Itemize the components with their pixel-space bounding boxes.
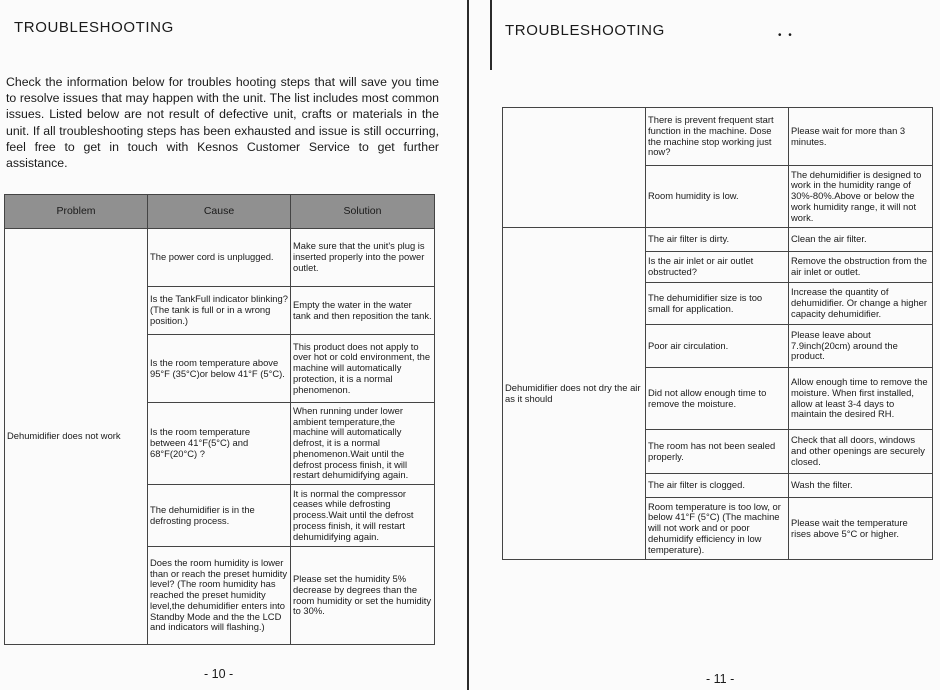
cause-cell: The dehumidifier size is too small for application. <box>646 283 789 325</box>
solution-cell: This product does not apply to over hot or cold environment, the machine will automatically protection, it is a normal phenomenon. <box>291 335 435 403</box>
header-cause: Cause <box>148 195 291 229</box>
cause-cell: Poor air circulation. <box>646 325 789 368</box>
page-title: TROUBLESHOOTING <box>505 22 665 39</box>
solution-cell: Allow enough time to remove the moisture. When first installed, allow at least 3-4 days to maintain the desired RH. <box>789 368 933 430</box>
page-title: TROUBLESHOOTING <box>14 19 174 36</box>
page-number: - 11 - <box>706 672 735 686</box>
solution-cell: Please wait the temperature rises above 5°C or higher. <box>789 498 933 560</box>
solution-cell: Empty the water in the water tank and then reposition the tank. <box>291 287 435 335</box>
solution-cell: Please leave about 7.9inch(20cm) around the product. <box>789 325 933 368</box>
troubleshooting-table-right <box>502 107 933 560</box>
cause-cell: The air filter is clogged. <box>646 474 789 498</box>
table-row <box>503 108 933 166</box>
troubleshooting-table-left <box>4 194 435 645</box>
header-problem: Problem <box>5 195 148 229</box>
solution-cell: Remove the obstruction from the air inlet or outlet. <box>789 252 933 283</box>
table-row <box>503 228 933 252</box>
solution-cell: Wash the filter. <box>789 474 933 498</box>
solution-cell: Make sure that the unit's plug is inserted properly into the power outlet. <box>291 229 435 287</box>
cause-cell: Is the room temperature above 95°F (35°C)or below 41°F (5°C). <box>148 335 291 403</box>
solution-cell: Please set the humidity 5% decrease by degrees than the room humidity or set the humidity to 30%. <box>291 547 435 645</box>
print-marks: • • <box>778 30 794 41</box>
cause-cell: Does the room humidity is lower than or reach the preset humidity level? (The room humidity has reached the preset humidity level,the dehumidifier enters into Standby Mode and the the LCD and indicators will flashing.) <box>148 547 291 645</box>
page-number: - 10 - <box>204 667 234 681</box>
table-row <box>5 229 435 287</box>
solution-cell: It is normal the compressor ceases while defrosting process.Wait until the defrost process finish, it will restart dehumidifying again. <box>291 485 435 547</box>
cause-cell: Did not allow enough time to remove the moisture. <box>646 368 789 430</box>
cause-cell: Room temperature is too low, or below 41°F (5°C) (The machine will not work and or poor dehumidify efficiency in low temperature). <box>646 498 789 560</box>
cause-cell: Is the room temperature between 41°F(5°C) and 68°F(20°C) ? <box>148 403 291 485</box>
left-page <box>0 0 468 690</box>
intro-paragraph: Check the information below for troubles hooting steps that will save you time to resolve issues that may happen with the unit. The list includes most common issues. Listed below are not result of defective unit, crafts or materials in the unit. If all troubleshooting steps has been exhausted and issue is still occurring, feel free to get in touch with Kesnos Customer Service to get further assistance. <box>6 75 439 171</box>
problem-cell: Dehumidifier does not dry the air as it should <box>503 228 646 560</box>
cause-cell: The dehumidifier is in the defrosting process. <box>148 485 291 547</box>
solution-cell: The dehumidifier is designed to work in the humidity range of 30%-80%.Above or below the work humidity range, it will not work. <box>789 166 933 228</box>
margin-line <box>490 0 492 70</box>
header-solution: Solution <box>291 195 435 229</box>
cause-cell: Is the TankFull indicator blinking? (The tank is full or in a wrong position.) <box>148 287 291 335</box>
solution-cell: Please wait for more than 3 minutes. <box>789 108 933 166</box>
cause-cell: The air filter is dirty. <box>646 228 789 252</box>
cause-cell: The power cord is unplugged. <box>148 229 291 287</box>
problem-cell: Dehumidifier does not work <box>5 229 148 645</box>
problem-cell-empty <box>503 108 646 228</box>
solution-cell: Check that all doors, windows and other openings are securely closed. <box>789 430 933 474</box>
cause-cell: The room has not been sealed properly. <box>646 430 789 474</box>
cause-cell: Is the air inlet or air outlet obstructed? <box>646 252 789 283</box>
solution-cell: When running under lower ambient temperature,the machine will automatically defrost, it is a normal phenomenon.Wait until the defrost process finish, it will restart dehumidifying again. <box>291 403 435 485</box>
solution-cell: Increase the quantity of dehumidifier. Or change a higher capacity dehumidifier. <box>789 283 933 325</box>
solution-cell: Clean the air filter. <box>789 228 933 252</box>
cause-cell: Room humidity is low. <box>646 166 789 228</box>
cause-cell: There is prevent frequent start function in the machine. Dose the machine stop working just now? <box>646 108 789 166</box>
